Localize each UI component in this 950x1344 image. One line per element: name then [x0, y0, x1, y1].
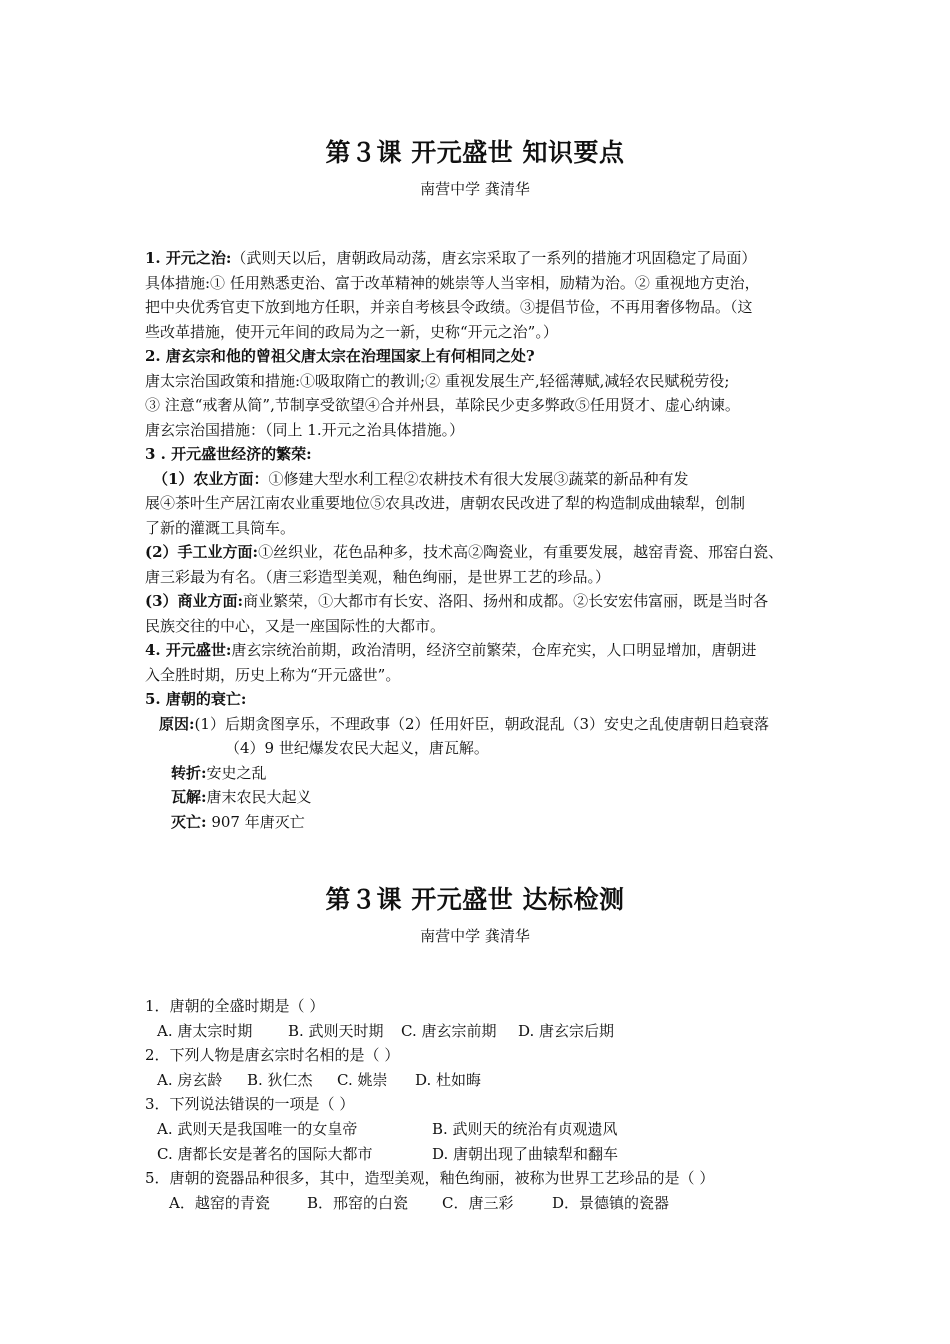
- option-c: C. 姚崇: [337, 1070, 388, 1089]
- test-author: 南营中学 龚清华: [420, 927, 530, 945]
- option-d: D. 杜如晦: [415, 1070, 482, 1089]
- question-3: 3．下列说法错误的一项是（ ）: [145, 1095, 355, 1114]
- test-title: 第３课 开元盛世 达标检测: [325, 885, 625, 914]
- option-d: D. 唐玄宗后期: [518, 1021, 615, 1040]
- section-2-text: 唐太宗治国政策和措施:①吸取隋亡的教训;② 重视发展生产,轻徭薄赋,减轻农民赋税劳役;: [145, 371, 730, 390]
- section-5-heading: 5. 唐朝的衰亡:: [145, 690, 247, 708]
- option-b: B. 武则天的统治有贞观遗风: [432, 1119, 618, 1138]
- option-b: B．邢窑的白瓷: [307, 1193, 409, 1212]
- section-2-heading: 2. 唐玄宗和他的曾祖父唐太宗在治理国家上有何相同之处?: [145, 347, 535, 365]
- agriculture-line: （1）农业方面：①修建大型水利工程②农耕技术有很大发展③蔬菜的新品种有发: [153, 469, 689, 488]
- handicraft-heading: (2）手工业方面:: [145, 543, 259, 561]
- section-3-heading: 3 . 开元盛世经济的繁荣:: [145, 445, 312, 463]
- section-2-text: 唐玄宗治国措施：（同上 1.开元之治具体措施。）: [145, 420, 465, 439]
- question-1-options: [145, 1019, 815, 1044]
- collapse-heading: 瓦解:: [171, 788, 207, 806]
- question-1: 1．唐朝的全盛时期是（ ）: [145, 997, 325, 1015]
- handicraft-text: 唐三彩最为有名。（唐三彩造型美观，釉色绚丽，是世界工艺的珍品。）: [145, 567, 611, 586]
- agriculture-text: 了新的灌溉工具筒车。: [145, 518, 296, 537]
- section-1-text: 具体措施:① 任用熟悉吏治、富于改革精神的姚崇等人当宰相，励精为治。② 重视地方吏治，: [145, 273, 760, 292]
- option-c: C. 唐玄宗前期: [401, 1021, 497, 1040]
- cause-heading: 原因:: [159, 714, 195, 733]
- section-4-heading: 4. 开元盛世:: [145, 641, 232, 659]
- option-b: B. 狄仁杰: [247, 1070, 313, 1089]
- commerce-line: (3）商业方面:商业繁荣，①大都市有长安、洛阳、扬州和成都。②长安宏伟富丽，既是当时各: [145, 592, 769, 610]
- option-a: A. 武则天是我国唯一的女皇帝: [157, 1119, 358, 1138]
- option-a: A．越窑的青瓷: [169, 1193, 270, 1212]
- section-4-line: 4. 开元盛世:唐玄宗统治前期，政治清明，经济空前繁荣，仓库充实，人口明显增加，唐朝进: [145, 641, 757, 659]
- question-2-options: [145, 1068, 815, 1093]
- commerce-text: 民族交往的中心，又是一座国际性的大都市。: [145, 616, 446, 635]
- commerce-heading: (3）商业方面:: [145, 592, 244, 610]
- fall-heading: 灭亡:: [171, 812, 207, 831]
- option-d: D. 唐朝出现了曲辕犁和翻车: [432, 1144, 619, 1163]
- section-1-text: 些改革措施，使开元年间的政局为之一新，史称“开元之治”。）: [145, 322, 558, 341]
- question-3-options-row-2: [145, 1142, 815, 1167]
- cause-line: 原因:(1）后期贪图享乐，不理政事（2）任用奸臣，朝政混乱（3）安史之乱使唐朝日趋衰落: [159, 714, 770, 733]
- option-c: C．唐三彩: [442, 1193, 514, 1212]
- option-b: B. 武则天时期: [288, 1021, 384, 1040]
- collapse-line: 瓦解:唐末农民大起义: [171, 788, 312, 806]
- turning-line: 转折:安史之乱: [171, 763, 267, 782]
- question-2: 2．下列人物是唐玄宗时名相的是（ ）: [145, 1046, 400, 1065]
- question-5: 5．唐朝的瓷器品种很多，其中，造型美观，釉色绚丽，被称为世界工艺珍品的是（ ）: [145, 1169, 715, 1188]
- section-1-heading: 1. 开元之治:: [145, 249, 232, 267]
- question-5-options: [145, 1191, 815, 1216]
- agriculture-heading: （1）农业方面：: [153, 469, 269, 488]
- knowledge-points: [145, 246, 815, 834]
- section-2-text: ③ 注意“戒奢从简”,节制享受欲望④合并州县，革除民少吏多弊政⑤任用贤才、虚心纳谏。: [145, 396, 740, 414]
- question-3-options-row-1: [145, 1117, 815, 1142]
- cause-text: （4）9 世纪爆发农民大起义，唐瓦解。: [225, 739, 489, 757]
- section-1-line: 1. 开元之治:（武则天以后，唐朝政局动荡，唐玄宗采取了一系列的措施才巩固稳定了局面）: [145, 249, 757, 267]
- knowledge-author: 南营中学 龚清华: [420, 180, 530, 198]
- fall-line: 灭亡: 907 年唐灭亡: [171, 812, 305, 831]
- option-d: D．景德镇的瓷器: [552, 1193, 670, 1212]
- agriculture-text: 展④茶叶生产居江南农业重要地位⑤农具改进，唐朝农民改进了犁的构造制成曲辕犁，创制: [145, 494, 746, 512]
- option-a: A. 唐太宗时期: [157, 1021, 253, 1040]
- test-questions: [145, 994, 815, 1215]
- section-1-text: 把中央优秀官吏下放到地方任职，并亲自考核县令政绩。③提倡节俭，不再用奢侈物品。（这: [145, 298, 753, 316]
- option-a: A. 房玄龄: [157, 1070, 223, 1089]
- turning-heading: 转折:: [171, 763, 207, 782]
- handicraft-line: (2）手工业方面:①丝织业，花色品种多，技术高②陶瓷业，有重要发展，越窑青瓷、邢窑白瓷、: [145, 543, 784, 561]
- knowledge-title: 第３课 开元盛世 知识要点: [325, 138, 625, 167]
- section-4-text: 入全胜时期，历史上称为“开元盛世”。: [145, 665, 401, 684]
- option-c: C. 唐都长安是著名的国际大都市: [157, 1144, 373, 1163]
